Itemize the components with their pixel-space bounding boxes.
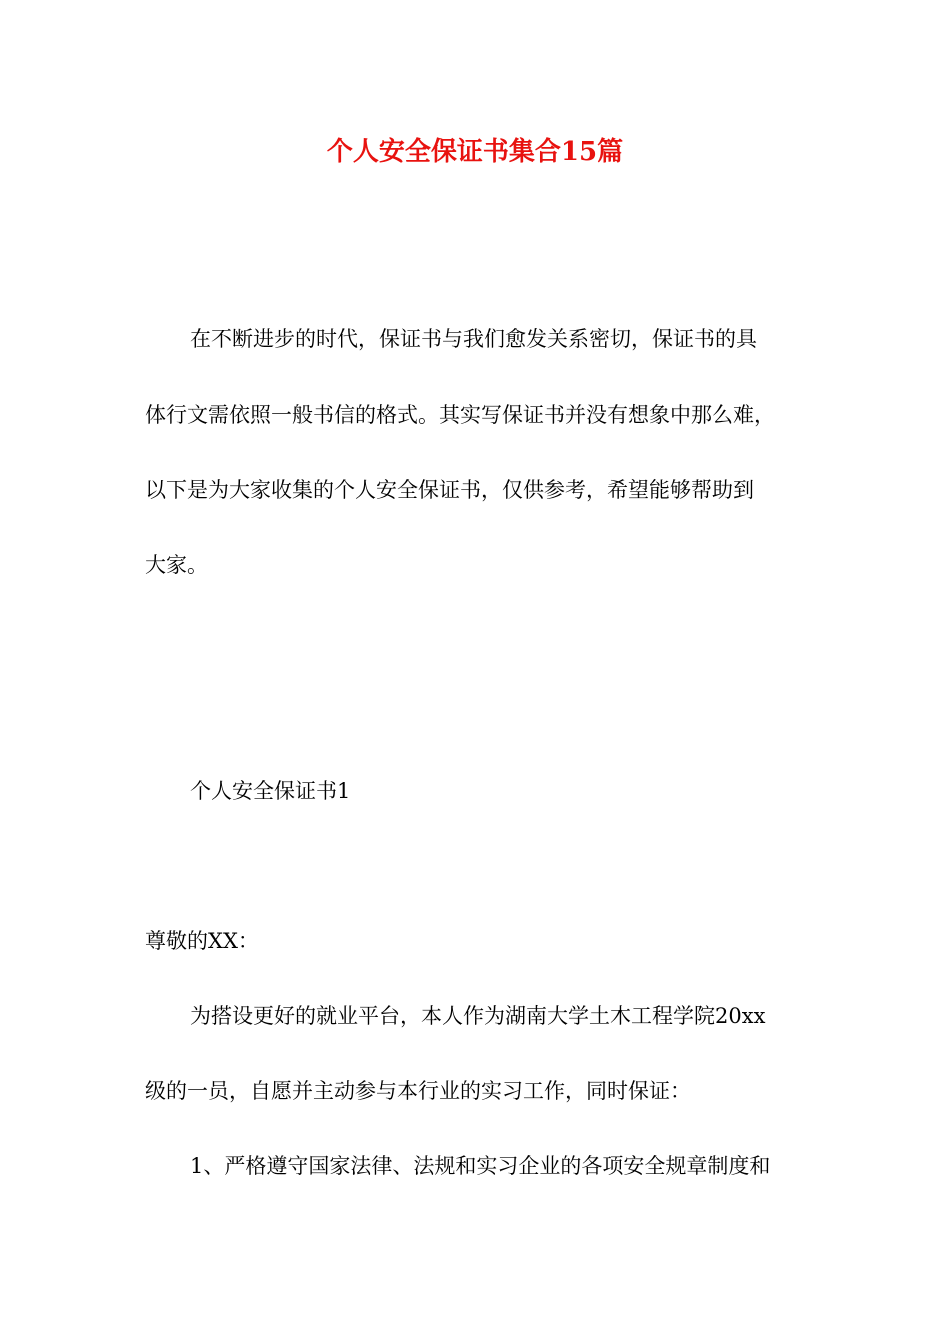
intro-line-2: 体行文需依照一般书信的格式。其实写保证书并没有想象中那么难，	[145, 403, 775, 427]
body-line-3: 1、严格遵守国家法律、法规和实习企业的各项安全规章制度和	[190, 1154, 771, 1178]
body-line-1: 为搭设更好的就业平台，本人作为湖南大学土木工程学院20xx	[190, 1004, 766, 1028]
body-line-2: 级的一员，自愿并主动参与本行业的实习工作，同时保证：	[145, 1079, 691, 1103]
intro-line-1: 在不断进步的时代，保证书与我们愈发关系密切，保证书的具	[190, 327, 757, 351]
intro-line-3: 以下是为大家收集的个人安全保证书，仅供参考，希望能够帮助到	[145, 478, 754, 502]
salutation: 尊敬的XX：	[145, 929, 259, 953]
section-heading: 个人安全保证书1	[190, 779, 351, 803]
document-title: 个人安全保证书集合15篇	[326, 137, 624, 167]
intro-line-4: 大家。	[145, 553, 208, 577]
